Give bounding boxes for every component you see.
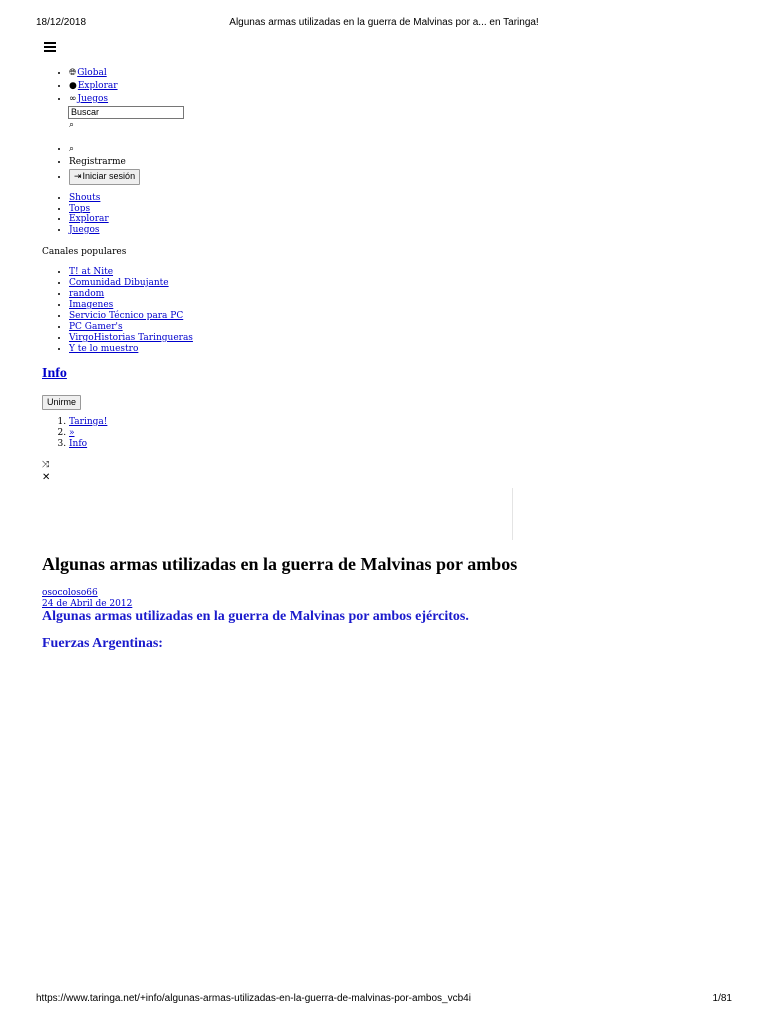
section-item-tops[interactable] (69, 204, 109, 215)
search-icon[interactable]: ⌕ (69, 144, 75, 154)
section-link-shouts[interactable]: Shouts (69, 193, 101, 203)
register-link[interactable]: Registrarme (69, 157, 126, 167)
breadcrumb-item (69, 428, 107, 439)
popular-channel-link[interactable]: random (69, 289, 105, 299)
section-nav (42, 193, 109, 235)
popular-channel-link[interactable]: Servicio Técnico para PC (69, 311, 184, 321)
join-button[interactable]: Unirme (42, 395, 81, 410)
divider (512, 488, 513, 540)
breadcrumb (42, 417, 107, 450)
top-nav (42, 67, 184, 131)
nav-item-juegos[interactable] (69, 93, 184, 131)
nav-item-global[interactable] (69, 67, 184, 80)
breadcrumb-link-info[interactable]: Info (69, 439, 88, 449)
popular-channel-item[interactable] (69, 333, 193, 344)
post-subheading: Fuerzas Argentinas: (42, 636, 163, 651)
popular-channel-link[interactable]: T! at Nite (69, 267, 114, 277)
popular-channels-title: Canales populares (42, 247, 127, 257)
popular-channel-item[interactable] (69, 278, 193, 289)
section-link-explorar[interactable]: Explorar (69, 214, 109, 224)
print-page-number: 1/81 (712, 993, 732, 1004)
popular-channel-item[interactable] (69, 322, 193, 333)
nav-item-register[interactable] (69, 156, 140, 169)
section-link-tops[interactable]: Tops (69, 203, 91, 214)
section-item-shouts[interactable] (69, 193, 109, 204)
breadcrumb-separator: » (69, 428, 75, 438)
login-button-label: Iniciar sesión (82, 171, 136, 181)
gamepad-icon: ∞ (69, 94, 77, 104)
post-date-link[interactable]: 24 de Abril de 2012 (42, 599, 133, 609)
popular-channel-link[interactable]: Comunidad Dibujante (69, 278, 169, 288)
breadcrumb-link-taringa[interactable]: Taringa! (69, 417, 108, 427)
print-page-title: Algunas armas utilizadas en la guerra de Malvinas por a... en Taringa! (229, 17, 539, 28)
search-input[interactable]: Buscar (68, 106, 184, 119)
nav-link-explorar[interactable]: Explorar (77, 81, 118, 91)
popular-channel-item[interactable] (69, 267, 193, 278)
section-item-explorar[interactable] (69, 214, 109, 225)
section-link-juegos[interactable]: Juegos (69, 224, 100, 235)
close-icon[interactable]: ✕ (42, 472, 51, 483)
breadcrumb-item[interactable] (69, 439, 107, 450)
post-author-link[interactable]: osocoloso66 (42, 588, 98, 598)
nav-item-login[interactable] (69, 169, 140, 185)
popular-channels-list (42, 267, 193, 355)
popular-channel-link[interactable]: PC Gamer's (69, 322, 123, 332)
nav-link-global[interactable]: Global (77, 68, 107, 78)
login-button[interactable] (69, 169, 140, 185)
channel-title-link[interactable]: Info (42, 366, 67, 381)
popular-channel-link[interactable]: Imagenes (69, 300, 114, 310)
nav-link-juegos[interactable]: Juegos (77, 94, 109, 104)
search-icon[interactable]: ⌕ (69, 120, 75, 130)
popular-channel-item[interactable] (69, 300, 193, 311)
user-nav (42, 143, 140, 185)
shuffle-icon[interactable]: ⤨ (42, 460, 50, 470)
breadcrumb-item[interactable] (69, 417, 107, 428)
nav-item-explorar[interactable] (69, 80, 184, 93)
section-item-juegos[interactable] (69, 225, 109, 236)
hamburger-menu-icon[interactable] (44, 42, 56, 52)
login-icon: ⇥ (74, 172, 82, 182)
popular-channel-item[interactable] (69, 289, 193, 300)
nav-item-search[interactable] (69, 143, 140, 156)
print-date: 18/12/2018 (36, 17, 87, 28)
post-title: Algunas armas utilizadas en la guerra de Malvinas por ambos (42, 554, 518, 574)
popular-channel-item[interactable] (69, 344, 193, 355)
popular-channel-link[interactable]: VirgoHistorias Taringueras (69, 333, 193, 343)
popular-channel-link[interactable]: Y te lo muestro (69, 344, 139, 354)
post-heading: Algunas armas utilizadas en la guerra de Malvinas por ambos ejércitos. (42, 609, 469, 624)
compass-icon: ● (69, 81, 77, 91)
globe-icon: 🌐︎ (69, 68, 77, 78)
print-url: https://www.taringa.net/+info/algunas-armas-utilizadas-en-la-guerra-de-malvinas-por-ambos_vcb4i (36, 993, 471, 1004)
popular-channel-item[interactable] (69, 311, 193, 322)
